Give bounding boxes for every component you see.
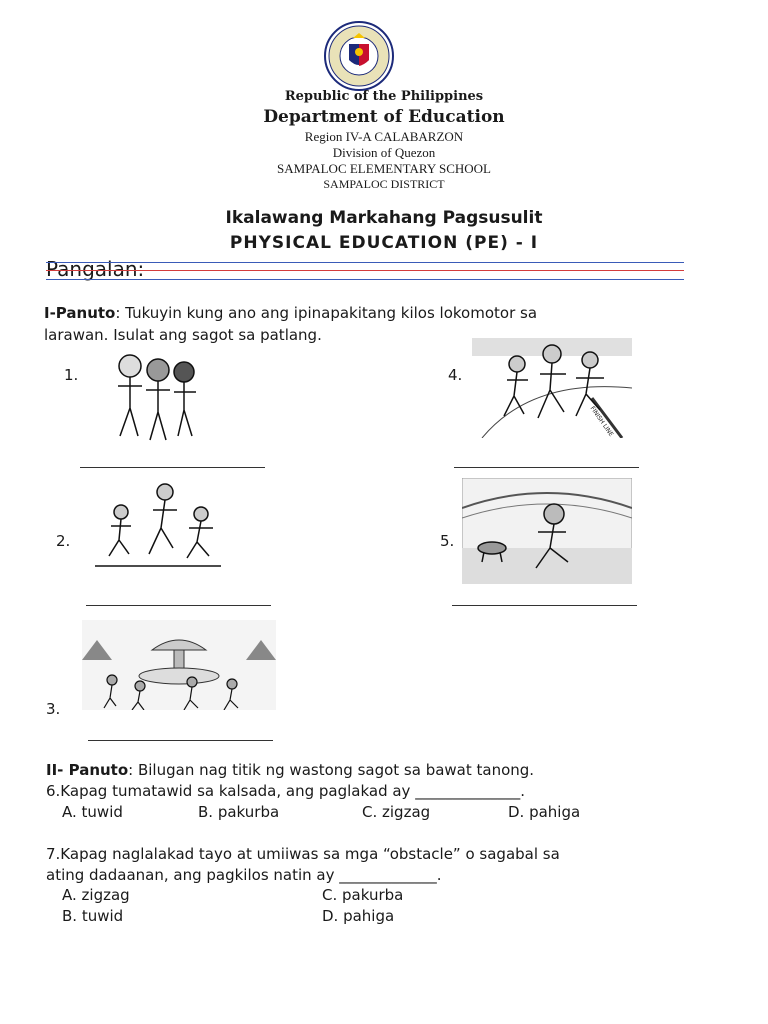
- part2-instruction: [46, 761, 736, 779]
- republic-heading: Republic of the Philippines: [284, 89, 484, 104]
- picture-boys-running: [95, 482, 221, 570]
- answer-line-3[interactable]: [88, 740, 273, 741]
- q7-choice-b[interactable]: B. tuwid: [62, 907, 124, 925]
- answer-line-4[interactable]: [454, 467, 639, 468]
- q6-choice-c[interactable]: C. zigzag: [362, 803, 431, 821]
- q7-choice-d[interactable]: D. pahiga: [322, 907, 395, 925]
- part2-label: II- Panuto: [46, 761, 129, 779]
- picture-children-in-park: [82, 620, 276, 710]
- region-line: Region IV-A CALABARZON: [304, 129, 464, 144]
- question-6: 6.Kapag tumatawid sa kalsada, ang paglakad ay ______________.: [46, 782, 525, 800]
- picture-boy-running-from-dog: [462, 478, 632, 584]
- part1-instruction-line1: : Tukuyin kung ano ang ipinapakitang kilos lokomotor sa: [115, 304, 538, 322]
- school-line: SAMPALOC ELEMENTARY SCHOOL: [277, 161, 491, 176]
- name-label: Pangalan:: [46, 257, 145, 281]
- exam-title: Ikalawang Markahang Pagsusulit: [225, 208, 543, 228]
- question-7-line2: ating dadaanan, ang pagkilos natin ay _____________.: [46, 866, 442, 884]
- q7-choice-c[interactable]: C. pakurba: [322, 886, 404, 904]
- part1-label: I-Panuto: [44, 304, 116, 322]
- district-line: SAMPALOC DISTRICT: [323, 177, 445, 191]
- item-number-5: 5.: [440, 532, 455, 550]
- finish-line-label: FINISH LINE: [588, 405, 615, 438]
- part2-instruction-text: : Bilugan nag titik ng wastong sagot sa bawat tanong.: [128, 761, 535, 779]
- q6-choice-b[interactable]: B. pakurba: [198, 803, 280, 821]
- item-number-3: 3.: [46, 700, 61, 718]
- picture-boys-racing: [472, 338, 632, 438]
- part1-instruction-line2: larawan. Isulat ang sagot sa patlang.: [44, 326, 322, 344]
- item-number-4: 4.: [448, 366, 463, 384]
- answer-line-2[interactable]: [86, 605, 271, 606]
- division-line: Division of Quezon: [332, 145, 436, 160]
- name-writing-lines[interactable]: [46, 262, 684, 286]
- answer-line-5[interactable]: [452, 605, 637, 606]
- department-heading: Department of Education: [263, 107, 505, 127]
- subject-title: PHYSICAL EDUCATION (PE) - I: [229, 233, 539, 253]
- item-number-1: 1.: [64, 366, 79, 384]
- picture-children-walking: [100, 350, 206, 446]
- q6-choice-a[interactable]: A. tuwid: [62, 803, 123, 821]
- answer-line-1[interactable]: [80, 467, 265, 468]
- q7-choice-a[interactable]: A. zigzag: [62, 886, 130, 904]
- question-7-line1: 7.Kapag naglalakad tayo at umiiwas sa mga “obstacle” o sagabal sa: [46, 845, 560, 863]
- q6-choice-d[interactable]: D. pahiga: [508, 803, 581, 821]
- item-number-2: 2.: [56, 532, 71, 550]
- deped-seal: [323, 20, 395, 92]
